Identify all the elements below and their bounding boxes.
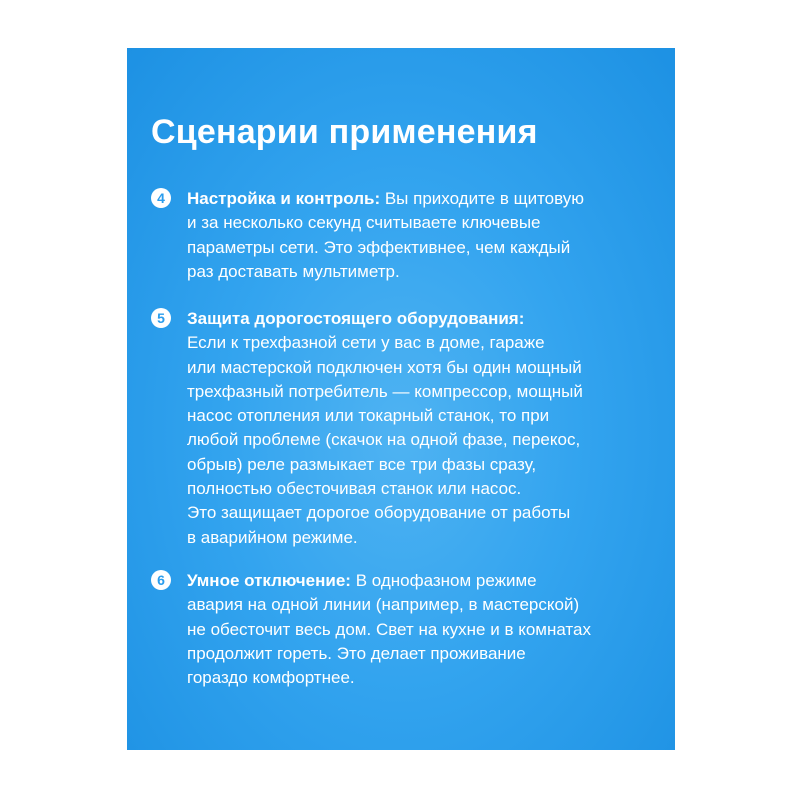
text-line: полностью обесточивая станок или насос.	[187, 479, 522, 499]
text-line: в аварийном режиме.	[187, 527, 358, 547]
text-line: гораздо комфортнее.	[187, 668, 355, 688]
text-line: Это защищает дорогое оборудование от работы	[187, 503, 571, 523]
first-line	[187, 307, 667, 331]
number-badge-icon: 4	[151, 188, 171, 208]
text-line: не обесточит весь дом. Свет на кухне и в комнатах	[187, 619, 591, 639]
first-line	[187, 187, 667, 211]
text-line: и за несколько секунд считываете ключевые	[187, 213, 541, 233]
info-card	[127, 48, 675, 750]
text-line: обрыв) реле размыкает все три фазы сразу,	[187, 454, 537, 474]
text-line: раз доставать мультиметр.	[187, 261, 400, 281]
text-line: трехфазный потребитель — компрессор, мощный	[187, 381, 583, 401]
scenario-text	[187, 569, 667, 690]
scenario-item-4	[151, 187, 667, 284]
scenario-item-5	[151, 307, 667, 550]
scenario-heading: Настройка и контроль:	[187, 189, 381, 208]
number-badge-icon: 6	[151, 570, 171, 590]
text-line: продолжит гореть. Это делает проживание	[187, 643, 526, 663]
scenario-heading: Защита дорогостоящего оборудования:	[187, 309, 525, 328]
scenario-item-6	[151, 569, 667, 690]
scenario-text	[187, 307, 667, 550]
text-line: параметры сети. Это эффективнее, чем каждый	[187, 237, 571, 257]
scenario-heading: Умное отключение:	[187, 571, 351, 590]
text-line: любой проблеме (скачок на одной фазе, перекос,	[187, 430, 581, 450]
first-line-rest: Вы приходите в щитовую	[380, 189, 585, 208]
text-line: насос отопления или токарный станок, то при	[187, 406, 550, 426]
scenario-text	[187, 187, 667, 284]
number-badge-icon: 5	[151, 308, 171, 328]
page-title: Сценарии применения	[151, 113, 538, 151]
text-line: авария на одной линии (например, в мастерской)	[187, 595, 580, 615]
first-line	[187, 569, 667, 593]
text-line: или мастерской подключен хотя бы один мощный	[187, 357, 582, 377]
first-line-rest: В однофазном режиме	[350, 571, 537, 590]
text-line: Если к трехфазной сети у вас в доме, гараже	[187, 333, 545, 353]
